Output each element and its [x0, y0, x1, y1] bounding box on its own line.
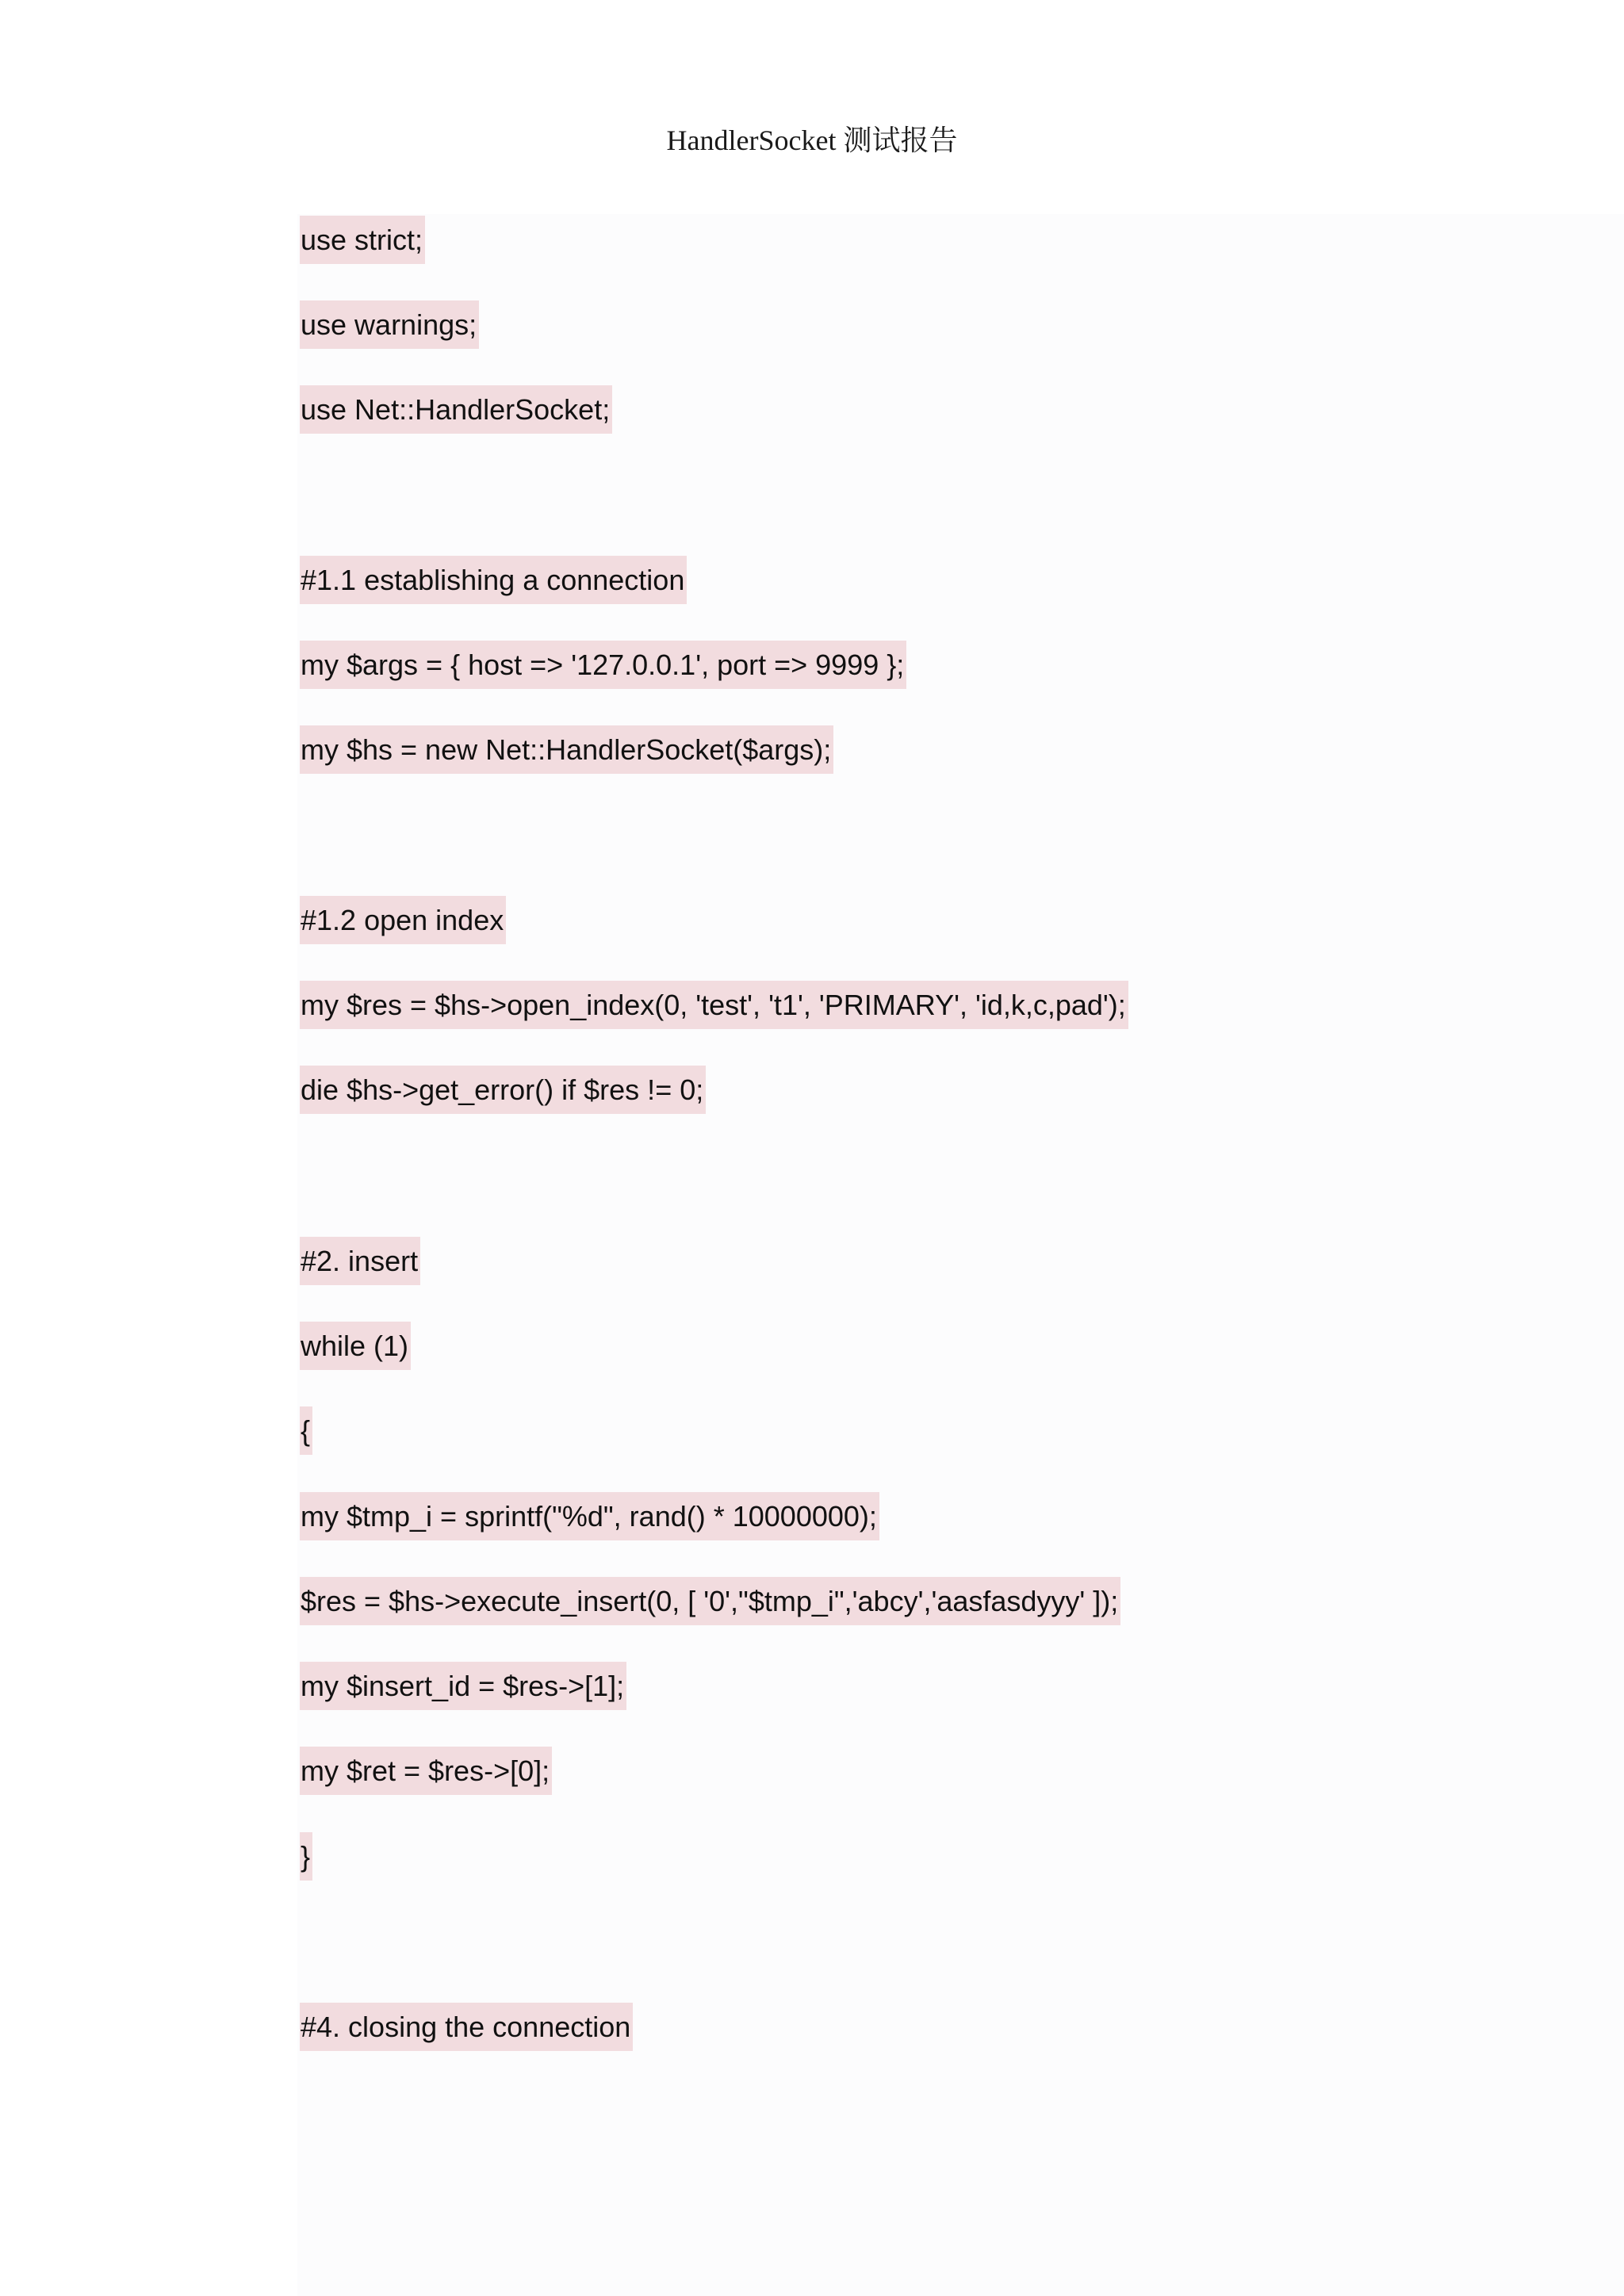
code-line-open-index: my $res = $hs->open_index(0, 'test', 't1', 'PRIMARY', 'id,k,c,pad');: [300, 981, 1128, 1029]
code-comment-closing-connection: #4. closing the connection: [300, 2003, 633, 2051]
code-line-use-strict: use strict;: [300, 216, 425, 264]
code-line-insert-id: my $insert_id = $res->[1];: [300, 1662, 626, 1710]
code-line-die-on-error: die $hs->get_error() if $res != 0;: [300, 1066, 706, 1114]
code-line-new-handlersocket: my $hs = new Net::HandlerSocket($args);: [300, 725, 833, 774]
code-line-ret: my $ret = $res->[0];: [300, 1747, 552, 1795]
code-line-tmp-i: my $tmp_i = sprintf("%d", rand() * 10000000);: [300, 1492, 879, 1540]
code-line-use-handlersocket: use Net::HandlerSocket;: [300, 385, 612, 434]
code-comment-establishing-connection: #1.1 establishing a connection: [300, 556, 687, 604]
code-line-open-brace: {: [300, 1406, 312, 1455]
code-block-background: [297, 214, 1624, 2296]
code-comment-insert: #2. insert: [300, 1237, 420, 1285]
code-line-args: my $args = { host => '127.0.0.1', port => 9999 };: [300, 641, 906, 689]
code-comment-open-index: #1.2 open index: [300, 896, 506, 944]
code-line-while: while (1): [300, 1322, 411, 1370]
code-line-use-warnings: use warnings;: [300, 300, 479, 349]
code-line-close-brace: }: [300, 1832, 312, 1881]
page-header-title: HandlerSocket 测试报告: [666, 124, 958, 156]
code-line-execute-insert: $res = $hs->execute_insert(0, [ '0',"$tmp_i",'abcy','aasfasdyyy' ]);: [300, 1577, 1120, 1625]
